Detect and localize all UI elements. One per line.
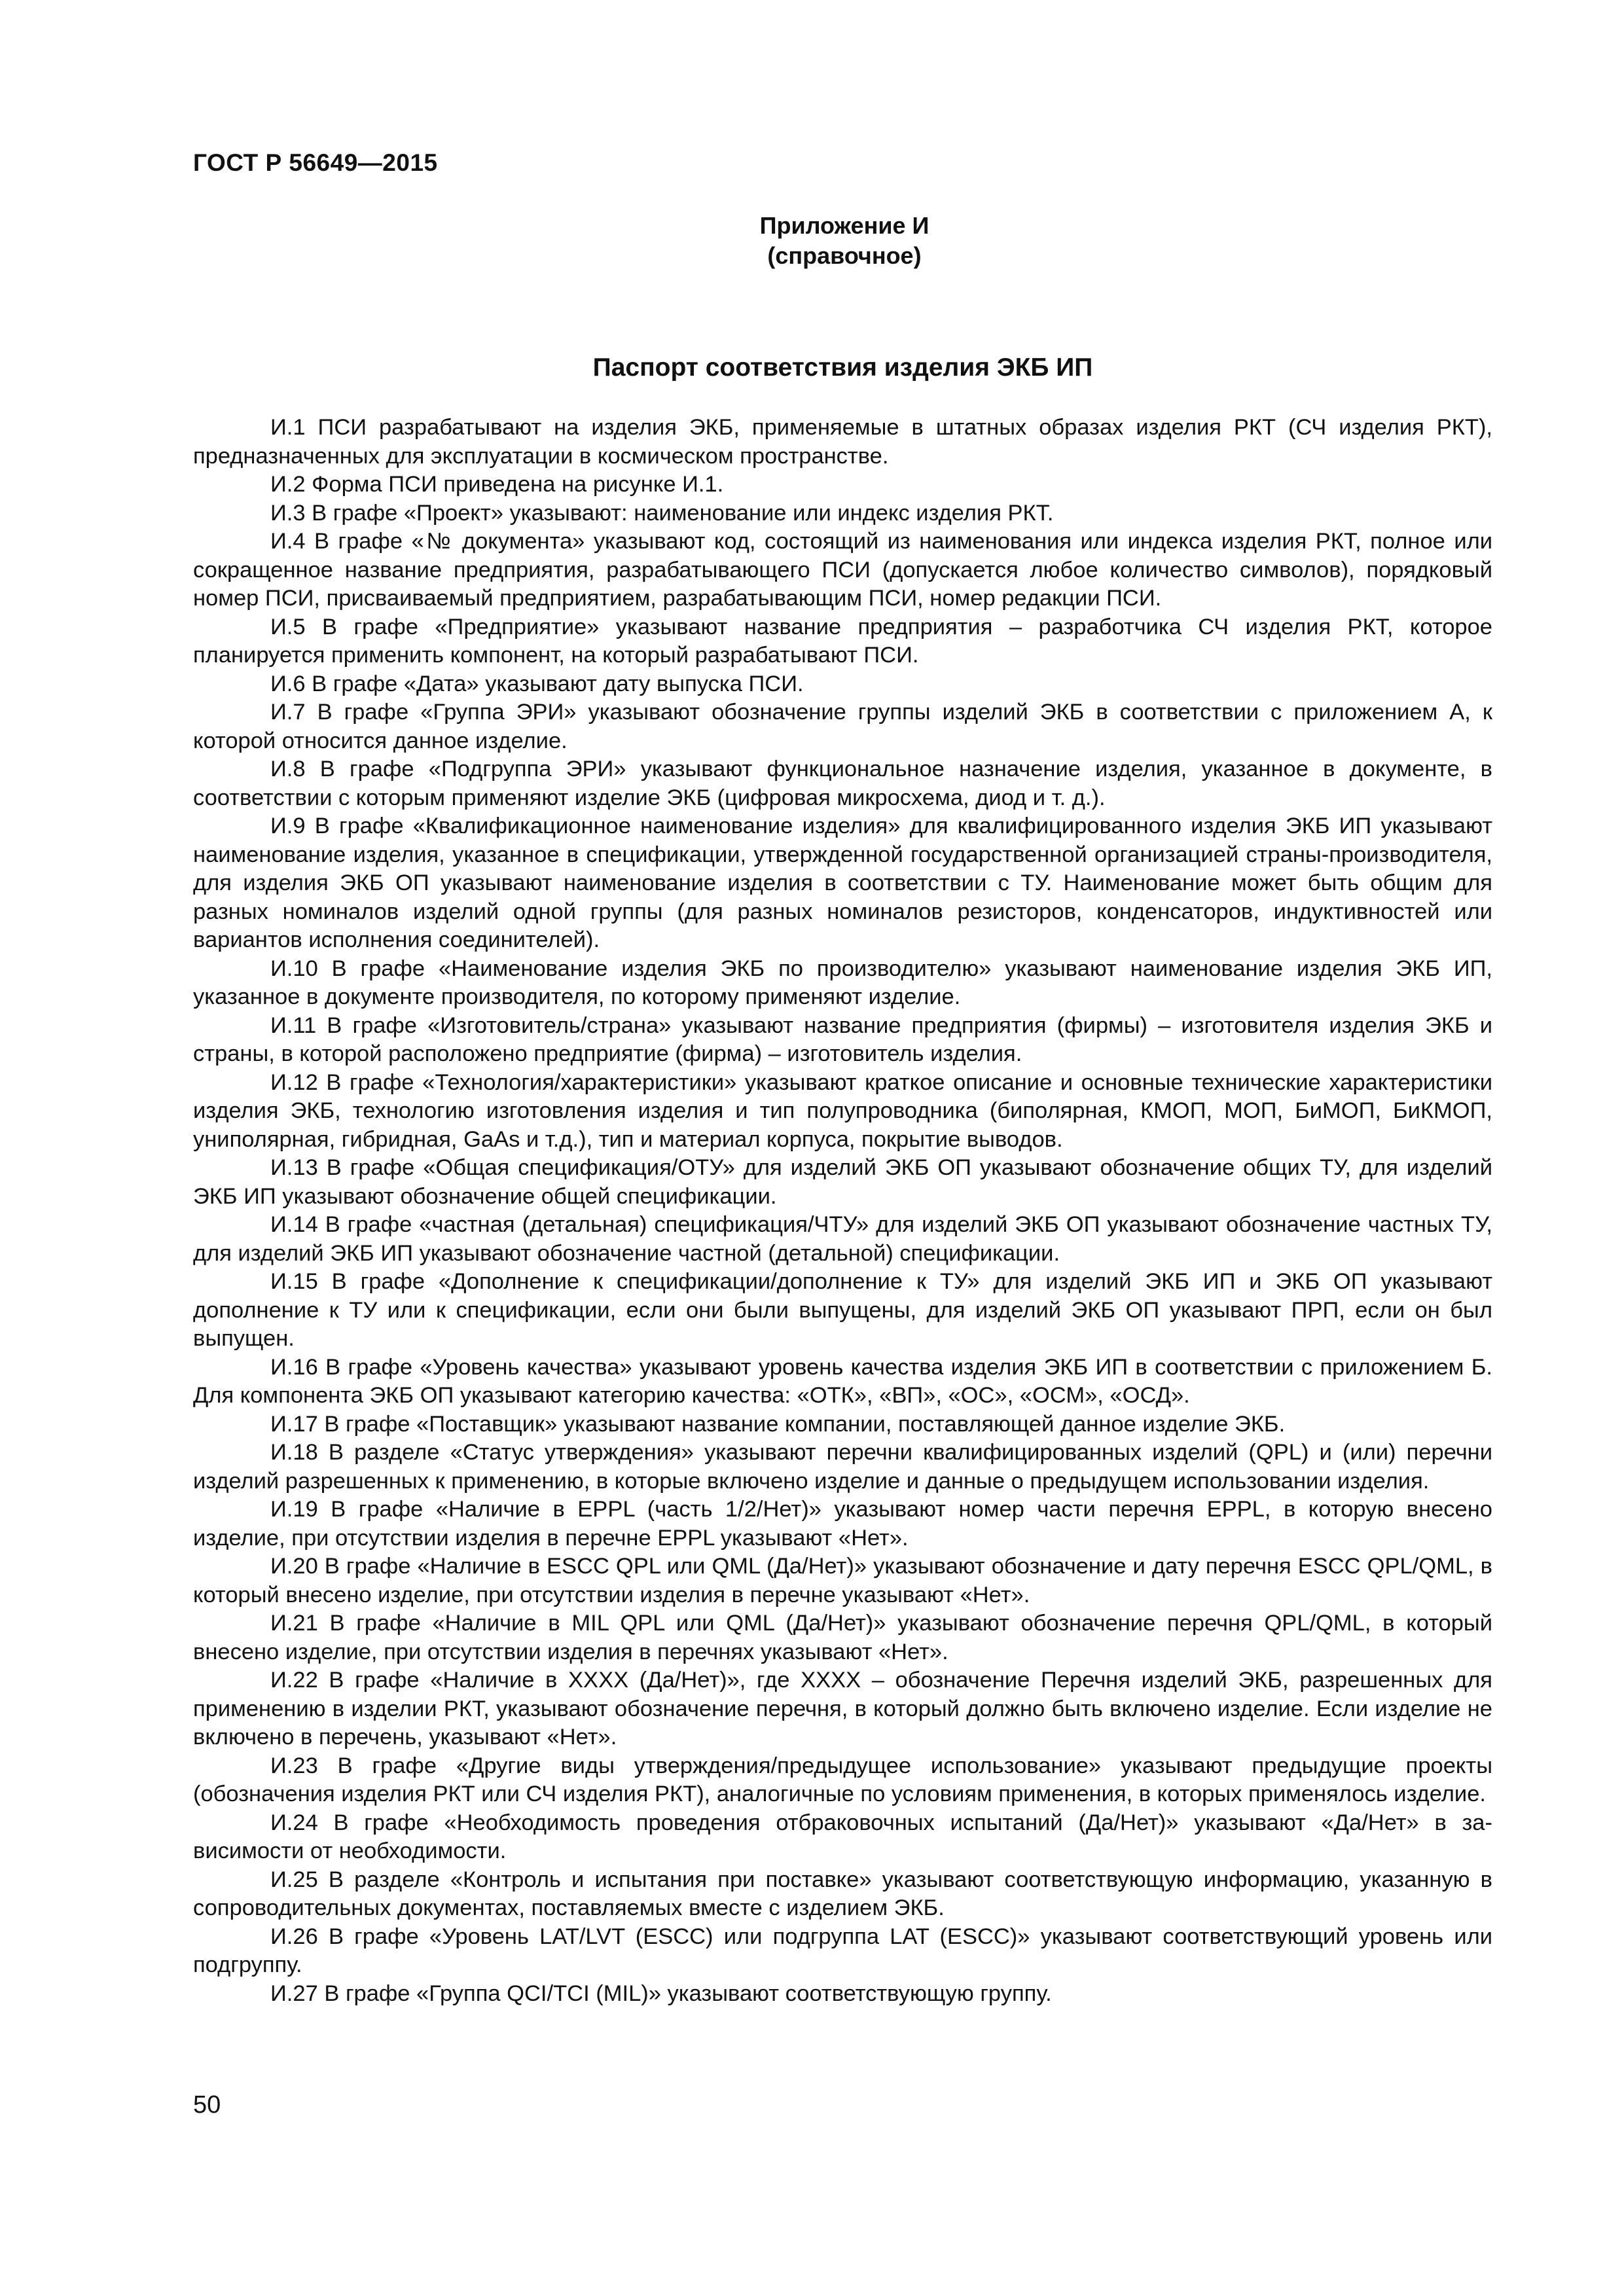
- paragraph-i23: И.23 В графе «Другие виды утверждения/предыдущее использование» указывают предыдущие проекты (обозначения изделия РКТ или СЧ изделия РКТ), аналогичные по условиям применения, в которых применялось изделие.: [193, 1753, 1492, 1806]
- paragraph-i11: И.11 В графе «Изготовитель/страна» указывают название предприятия (фирмы) – изготовителя изделия ЭКБ и страны, в которой расположено предприятие (фирма) – изготовитель изделия.: [193, 1013, 1492, 1066]
- paragraph-i16: И.16 В графе «Уровень качества» указывают уровень качества изделия ЭКБ ИП в соответствии с приложением Б. Для компонента ЭКБ ОП указывают категорию качества: «ОТК», «ВП», «ОС», «ОСМ», «ОСД».: [193, 1354, 1492, 1408]
- paragraph-i17: И.17 В графе «Поставщик» указывают название компании, поставляющей данное изделие ЭКБ.: [270, 1411, 1286, 1437]
- section-title: Паспорт соответствия изделия ЭКБ ИП: [592, 353, 1093, 382]
- paragraph-i19: И.19 В графе «Наличие в EPPL (часть 1/2/Нет)» указывают номер части перечня EPPL, в которую внесено изделие, при отсутствии изделия в перечне EPPL указывают «Нет».: [193, 1497, 1492, 1551]
- paragraph-i14: И.14 В графе «частная (детальная) спецификация/ЧТУ» для изделий ЭКБ ОП указывают обозначение частных ТУ, для изделий ЭКБ ИП указывают обозначение частной (детальной) спецификации.: [193, 1212, 1492, 1266]
- body-text: [193, 414, 1492, 2008]
- paragraph-i24: И.24 В графе «Необходимость проведения отбраковочных испытаний (Да/Нет)» указывают «Да/Нет» в зависимости от необходимости.: [193, 1810, 1492, 1863]
- paragraph-i25: И.25 В разделе «Контроль и испытания при поставке» указывают соответствующую информацию, указанную в сопроводительных документах, поставляемых вместе с изделием ЭКБ.: [193, 1867, 1492, 1920]
- appendix-kind: (справочное): [767, 242, 922, 269]
- paragraph-i9: И.9 В графе «Квалификационное наименование изделия» для квалифицированного изделия ЭКБ ИП указывают наименование изделия, указанное в спецификации, утвержденной государственной организацией страны-производителя, для изделия ЭКБ ОП указывают наименование изделия в соответствии с ТУ. Наименование может быть общим для разных номиналов изделий одной группы (для разных номиналов резисторов, конденсаторов, индуктивностей или вариантов исполнения соединителей).: [193, 814, 1492, 952]
- paragraph-i8: И.8 В графе «Подгруппа ЭРИ» указывают функциональное назначение изделия, указанное в документе, в соответствии с которым применяют изделие ЭКБ (цифровая микросхема, диод и т. д.).: [193, 757, 1492, 810]
- paragraph-i3: И.3 В графе «Проект» указывают: наименование или индекс изделия РКТ.: [270, 500, 1054, 526]
- paragraph-i5: И.5 В графе «Предприятие» указывают название предприятия – разработчика СЧ изделия РКТ, которое планируется применить компонент, на который разрабатывают ПСИ.: [193, 614, 1492, 668]
- paragraph-i7: И.7 В графе «Группа ЭРИ» указывают обозначение группы изделий ЭКБ в соответствии с приложением А, к которой относится данное изделие.: [193, 700, 1492, 753]
- paragraph-i12: И.12 В графе «Технология/характеристики» указывают краткое описание и основные технические характеристики изделия ЭКБ, технологию изготовления изделия и тип полупроводника (биполярная, КМОП, МОП, БиМОП, БиКМОП, униполярная, гибридная, GaAs и т.д.), тип и материал корпуса, покрытие выводов.: [193, 1069, 1492, 1152]
- paragraph-i18: И.18 В разделе «Статус утверждения» указывают перечни квалифицированных изделий (QPL) и (или) перечни изделий разрешенных к применению, в которые включено изделие и данные о предыдущем использовании изделия.: [193, 1440, 1492, 1494]
- paragraph-i15: И.15 В графе «Дополнение к спецификации/дополнение к ТУ» для изделий ЭКБ ИП и ЭКБ ОП указывают дополнение к ТУ или к спецификации, если они были выпущены, для изделий ЭКБ ОП указывают ПРП, если он был выпущен.: [193, 1269, 1492, 1351]
- paragraph-i21: И.21 В графе «Наличие в MIL QPL или QML (Да/Нет)» указывают обозначение перечня QPL/QML, в который внесено изделие, при отсутствии изделия в перечнях указывают «Нет».: [193, 1611, 1492, 1664]
- paragraph-i20: И.20 В графе «Наличие в ESCC QPL или QML (Да/Нет)» указывают обозначение и дату перечня ESCC QPL/QML, в который внесено изделие, при отсутствии изделия в перечне указывают «Нет».: [193, 1554, 1492, 1607]
- paragraph-i6: И.6 В графе «Дата» указывают дату выпуска ПСИ.: [270, 671, 804, 696]
- paragraph-i10: И.10 В графе «Наименование изделия ЭКБ по производителю» указывают наименование изделия ЭКБ ИП, указанное в документе производителя, по которому применяют изделие.: [193, 956, 1492, 1009]
- paragraph-i26: И.26 В графе «Уровень LAT/LVT (ESCC) или подгруппа LAT (ESCC)» указывают соответствующий уровень или подгруппу.: [193, 1924, 1492, 1977]
- page-number: 50: [193, 2091, 221, 2119]
- document-code-header: ГОСТ Р 56649—2015: [193, 149, 438, 176]
- paragraph-i22: И.22 В графе «Наличие в ХХХХ (Да/Нет)», где ХХХХ – обозначение Перечня изделий ЭКБ, разрешенных для применению в изделии РКТ, указывают обозначение перечня, в который должно быть включено изделие. Если изделие не включено в перечень, указывают «Нет».: [193, 1668, 1492, 1749]
- paragraph-i27: И.27 В графе «Группа QCI/TCI (MIL)» указывают соответствующую группу.: [270, 1981, 1052, 2006]
- paragraph-i1: И.1 ПСИ разрабатывают на изделия ЭКБ, применяемые в штатных образах изделия РКТ (СЧ изделия РКТ), предназначенных для эксплуатации в космическом пространстве.: [193, 415, 1492, 469]
- paragraph-i13: И.13 В графе «Общая спецификация/ОТУ» для изделий ЭКБ ОП указывают обозначение общих ТУ, для изделий ЭКБ ИП указывают обозначение общей спецификации.: [193, 1155, 1492, 1209]
- appendix-title: Приложение И: [759, 212, 929, 239]
- paragraph-i2: И.2 Форма ПСИ приведена на рисунке И.1.: [270, 472, 724, 497]
- paragraph-i4: И.4 В графе «№ документа» указывают код, состоящий из наименования или индекса изделия РКТ, полное или сокращенное название предприятия, разрабатывающего ПСИ (допускается любое количество символов), порядковый номер ПСИ, присваиваемый предприятием, разрабатывающим ПСИ, номер редакции ПСИ.: [193, 529, 1492, 611]
